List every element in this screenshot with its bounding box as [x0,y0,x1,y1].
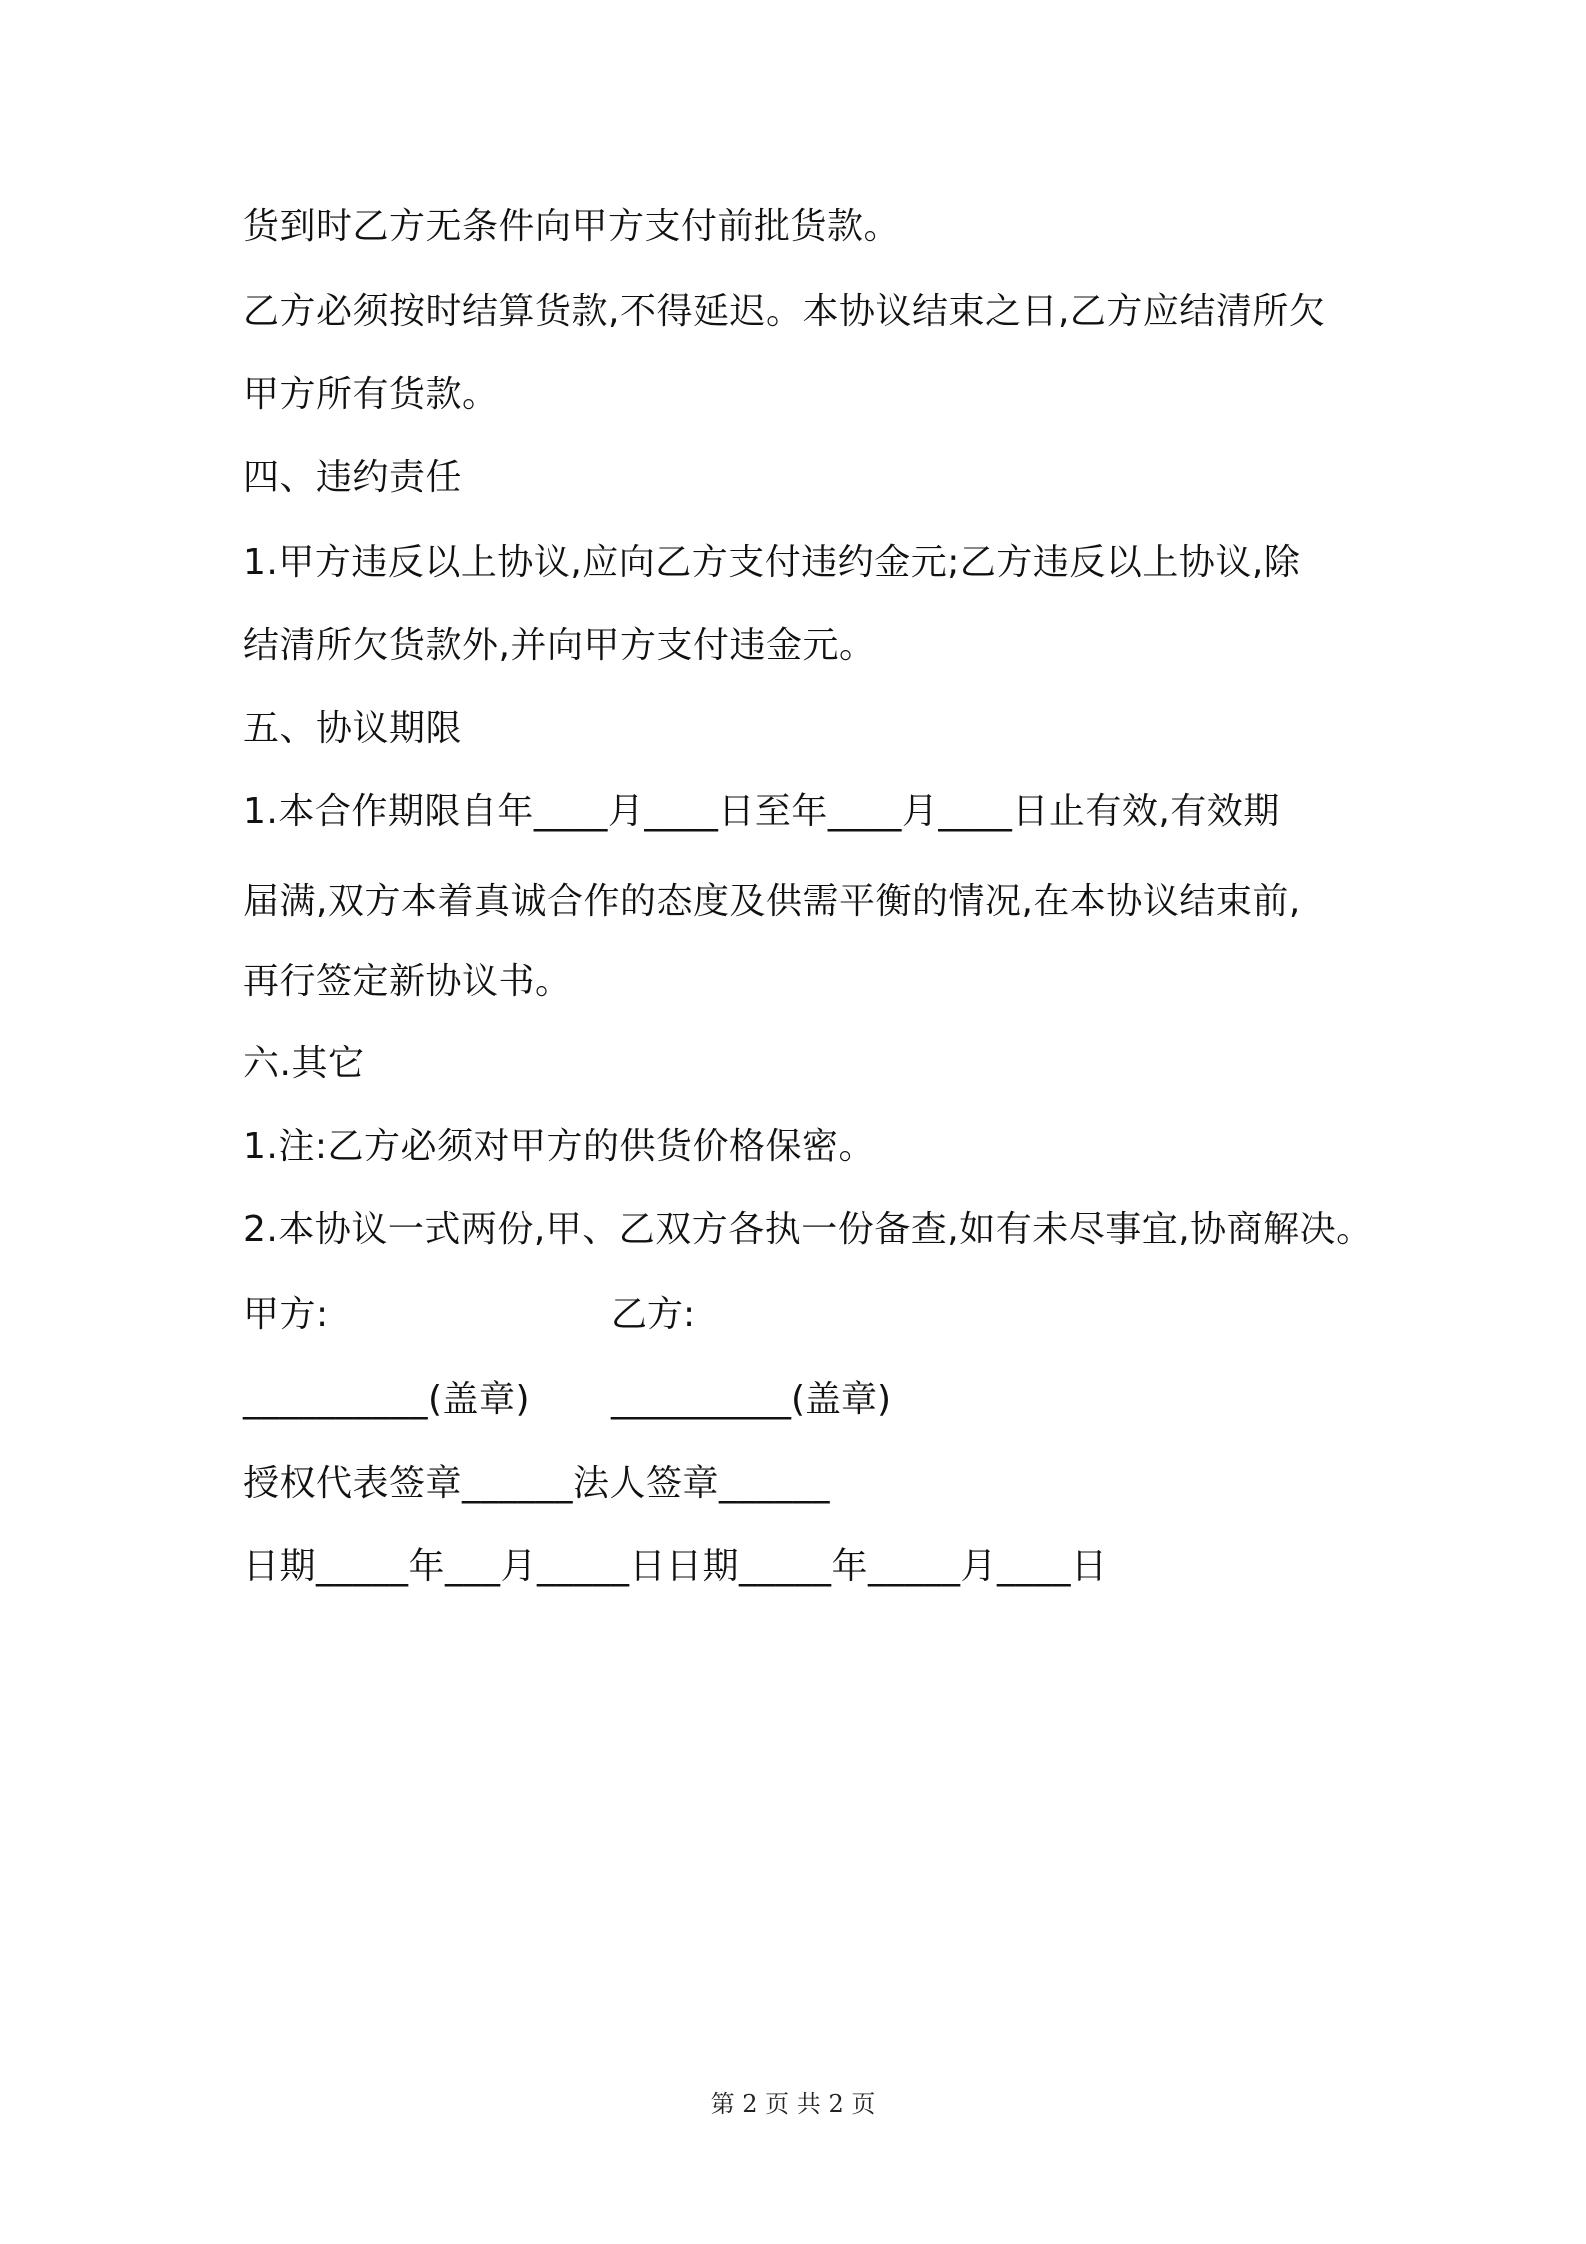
paragraph-line: 货到时乙方无条件向甲方支付前批货款。 [243,206,901,247]
date-line: 日期_____年___月_____日日期_____年_____月____日 [243,1546,1108,1587]
paragraph-line: 2.本协议一式两份,甲、乙双方各执一份备查,如有未尽事宜,协商解决。 [243,1209,1373,1250]
seal-line-a: __________(盖章) [243,1379,531,1420]
paragraph-line: 1.本合作期限自年____月____日至年____月____日止有效,有效期 [243,791,1280,832]
paragraph-line: 届满,双方本着真诚合作的态度及供需平衡的情况,在本协议结束前, [243,881,1301,922]
paragraph-line: 1.甲方违反以上协议,应向乙方支付违约金元;乙方违反以上协议,除 [243,542,1301,583]
page-number-footer: 第 2 页 共 2 页 [710,2090,876,2118]
signature-line: 授权代表签章______法人签章______ [243,1463,831,1504]
section-heading: 六.其它 [243,1043,365,1084]
section-heading: 五、协议期限 [243,708,463,749]
party-a-label: 甲方: [243,1294,329,1335]
paragraph-line: 甲方所有货款。 [243,374,499,415]
section-heading: 四、违约责任 [243,457,463,498]
paragraph-line: 1.注:乙方必须对甲方的供货价格保密。 [243,1126,875,1167]
paragraph-line: 再行签定新协议书。 [243,961,572,1002]
paragraph-line: 结清所欠货款外,并向甲方支付违金元。 [243,625,876,666]
paragraph-line: 乙方必须按时结算货款,不得延迟。本协议结束之日,乙方应结清所欠 [243,291,1326,332]
seal-line-b: __________(盖章) [611,1379,892,1420]
party-b-label: 乙方: [611,1294,696,1335]
